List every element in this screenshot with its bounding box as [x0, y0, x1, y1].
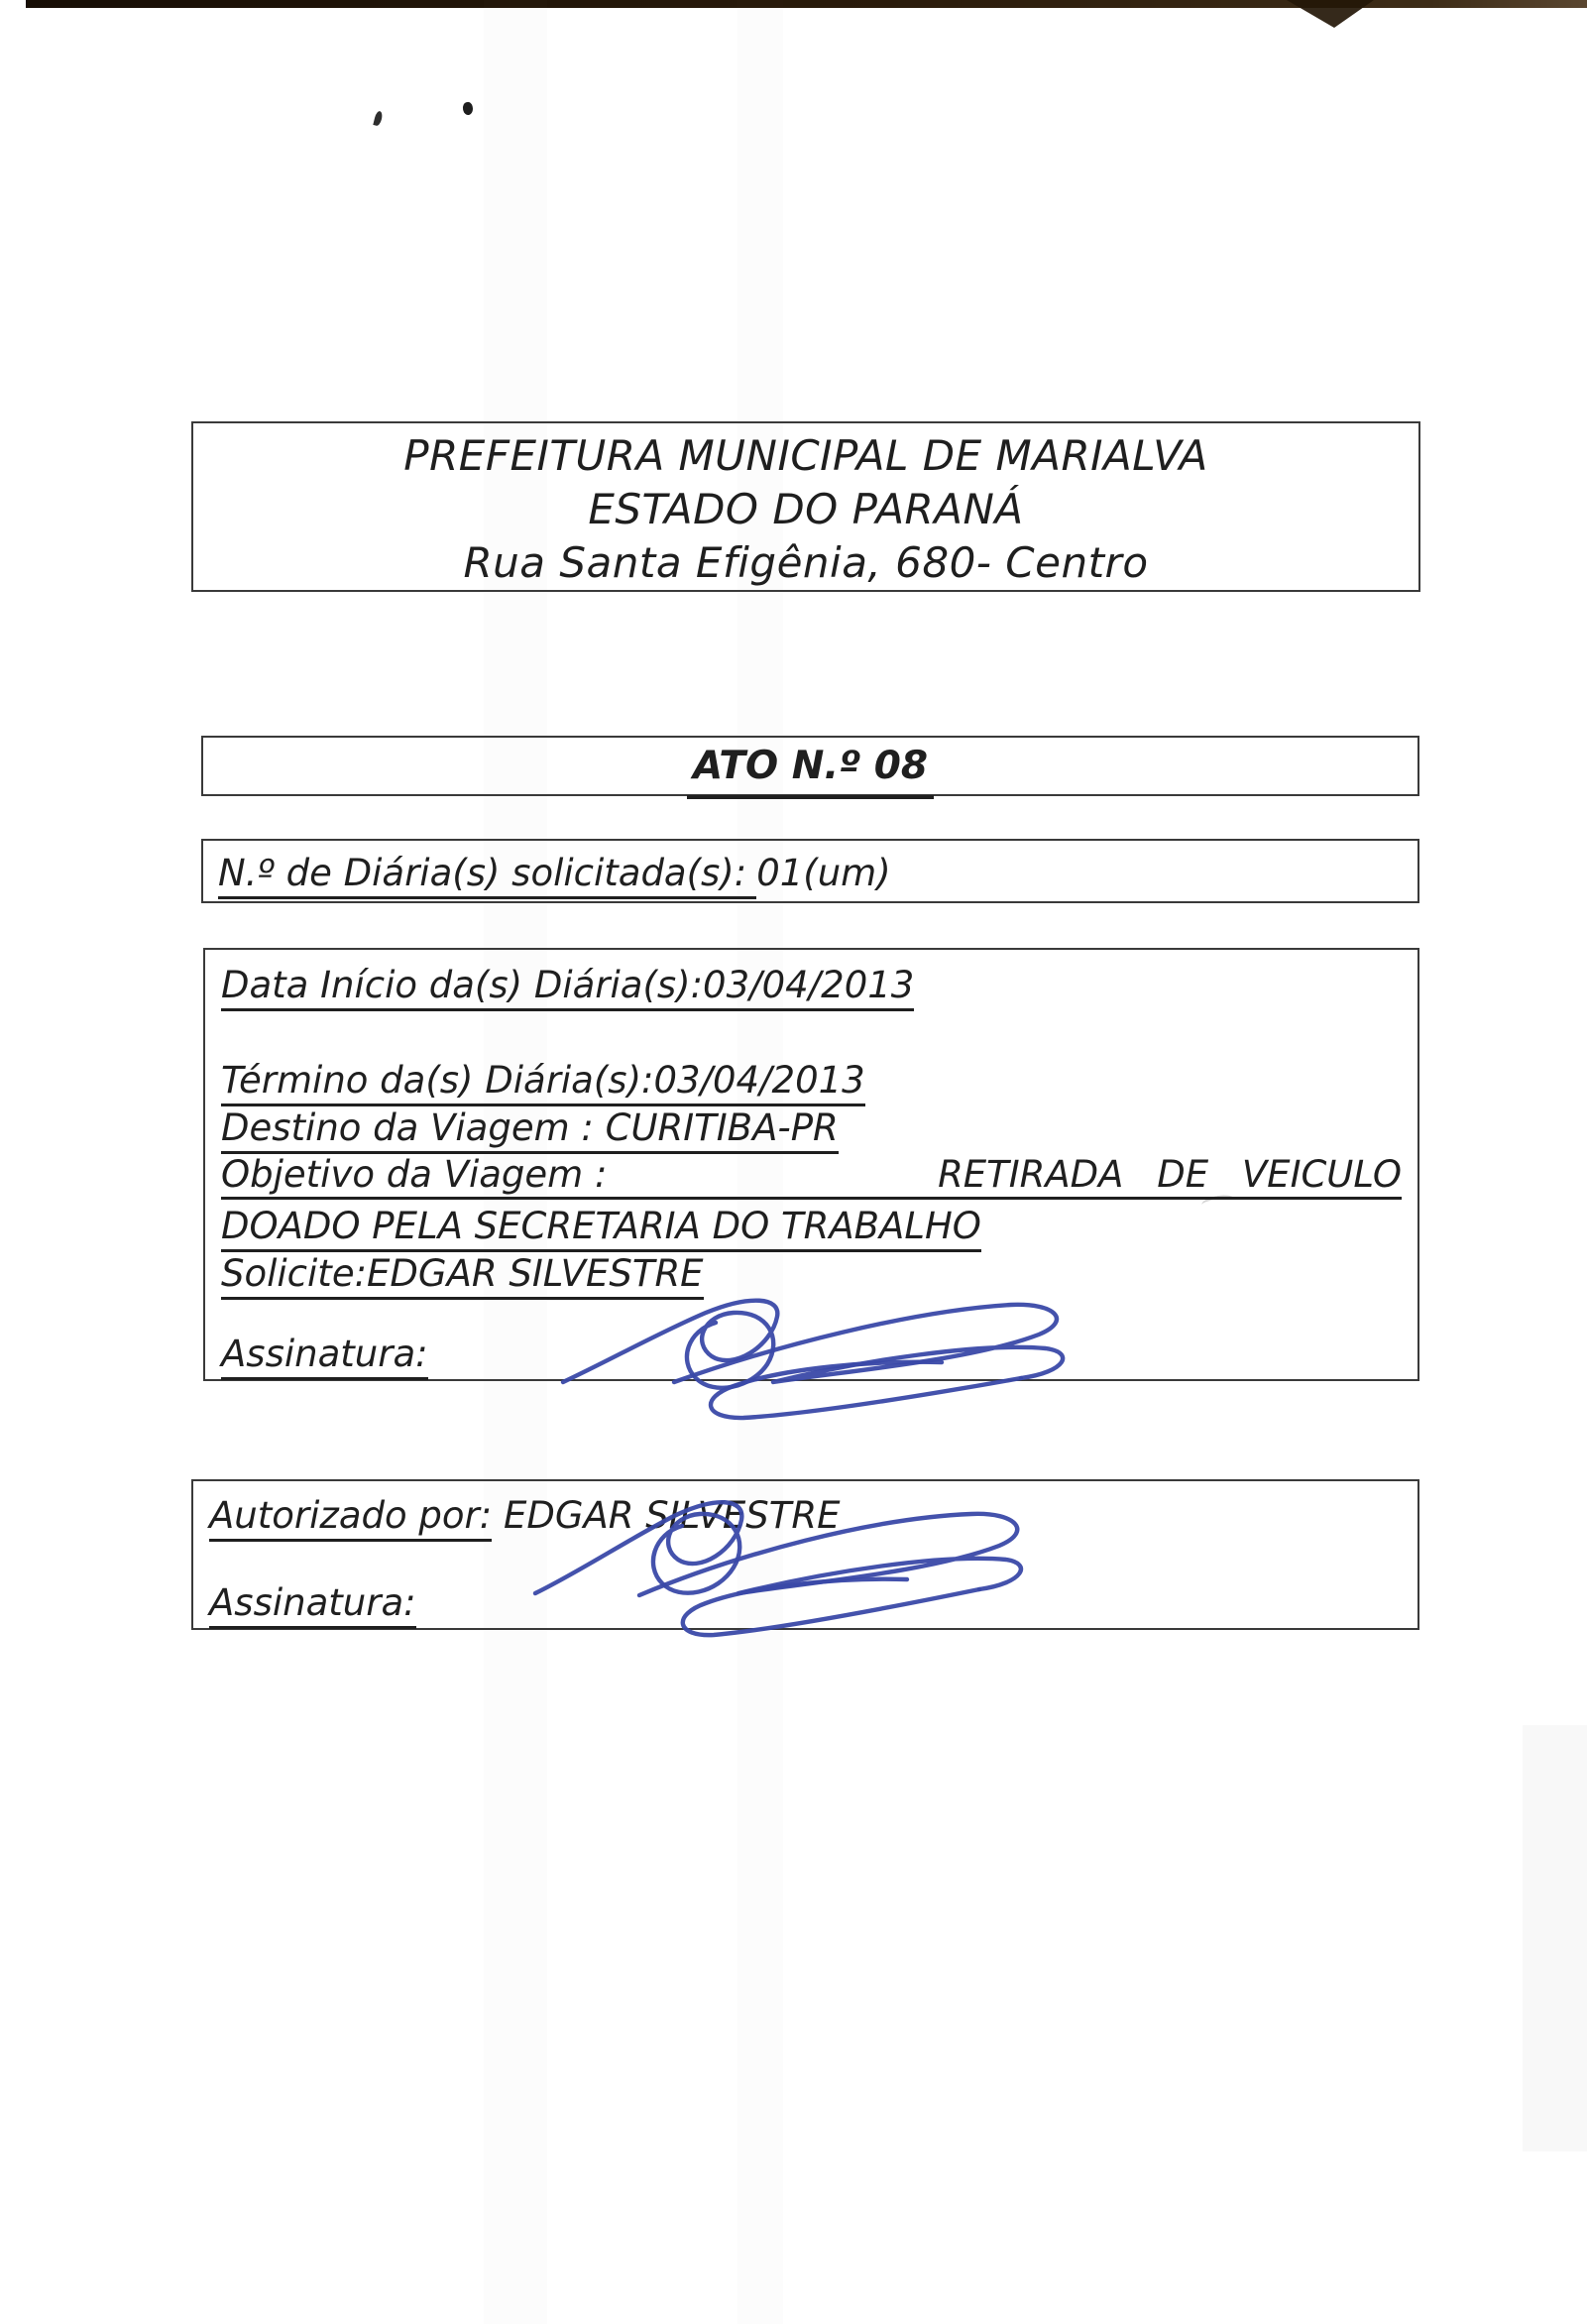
- authorized-by-value: EDGAR SILVESTRE: [503, 1494, 841, 1537]
- destination-line: Destino da Viagem : CURITIBA-PR: [221, 1106, 839, 1154]
- purpose-line: [221, 1152, 1402, 1200]
- signature-label: Assinatura:: [221, 1333, 428, 1380]
- requester-signature: [555, 1287, 1080, 1431]
- end-date-line: Término da(s) Diária(s):03/04/2013: [221, 1059, 865, 1106]
- letterhead-state: ESTADO DO PARANÁ: [588, 485, 1024, 533]
- diarias-count-box: [201, 839, 1419, 903]
- authorizer-signature: [525, 1484, 1041, 1653]
- letterhead-box: [191, 421, 1420, 592]
- requester-line: Solicite:EDGAR SILVESTRE: [221, 1252, 704, 1300]
- spacer: [221, 1009, 1402, 1057]
- ink-speck-dot: [462, 101, 474, 116]
- purpose-label: Objetivo da Viagem :: [221, 1153, 608, 1196]
- scan-corner-smudge: [1287, 0, 1378, 30]
- ato-title-box: [201, 736, 1419, 796]
- authorized-by-label: Autorizado por:: [209, 1494, 492, 1542]
- diarias-count-value: 01(um): [756, 852, 891, 894]
- letterhead-entity: PREFEITURA MUNICIPAL DE MARIALVA: [403, 431, 1208, 480]
- diarias-count-label: N.º de Diária(s) solicitada(s):: [218, 852, 756, 899]
- ink-speck-comma: [373, 110, 383, 126]
- letterhead-address: Rua Santa Efigênia, 680- Centro: [463, 538, 1149, 587]
- signature-label: Assinatura:: [209, 1581, 416, 1629]
- purpose-continuation-line: DOADO PELA SECRETARIA DO TRABALHO: [221, 1205, 981, 1252]
- start-date-line: Data Início da(s) Diária(s):03/04/2013: [221, 964, 914, 1011]
- ato-title: ATO N.º 08: [687, 738, 934, 799]
- scan-streak: [1523, 1725, 1587, 2151]
- purpose-value: RETIRADA DE VEICULO: [938, 1153, 1402, 1196]
